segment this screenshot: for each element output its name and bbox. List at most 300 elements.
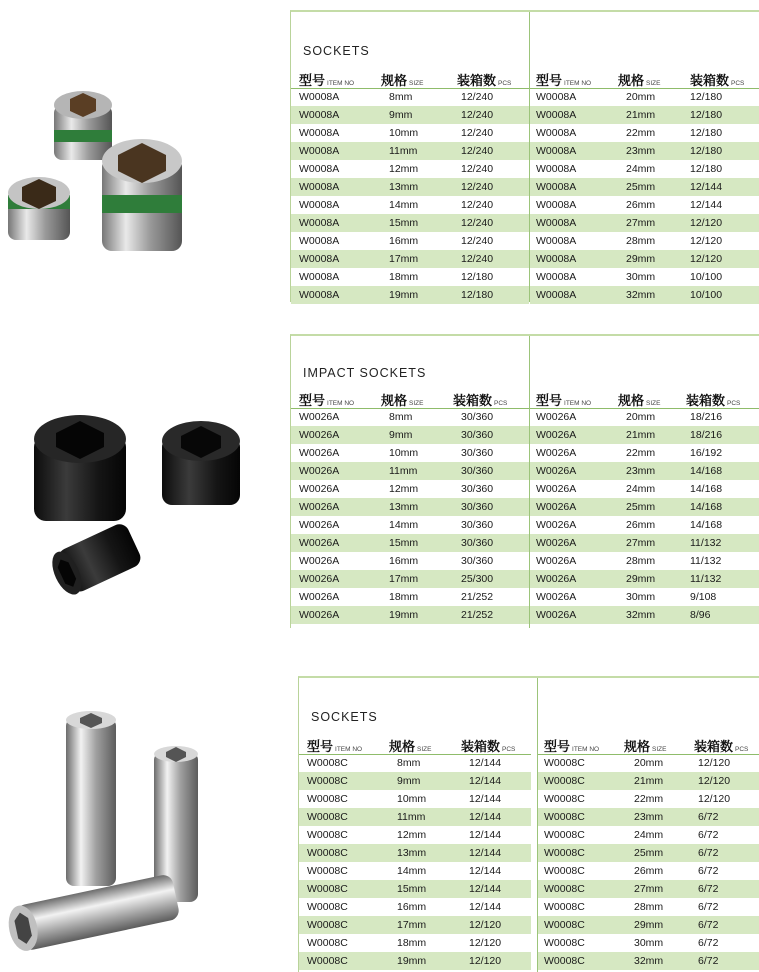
table-row — [299, 808, 531, 826]
pcs-cell: 12/120 — [469, 919, 502, 931]
pcs-cell: 6/72 — [698, 829, 719, 841]
item-number-cell: W0008C — [307, 883, 348, 895]
table-row — [530, 444, 759, 462]
table-row — [299, 862, 531, 880]
size-cell: 22mm — [626, 447, 656, 459]
pcs-cell: 12/180 — [461, 271, 494, 283]
pcs-cell: 14/168 — [690, 501, 723, 513]
item-number-cell: W0008A — [299, 145, 340, 157]
table-row — [530, 606, 759, 624]
size-cell: 22mm — [634, 793, 664, 805]
table-row — [291, 570, 529, 588]
item-number-cell: W0008C — [544, 757, 585, 769]
pcs-cell: 12/240 — [461, 199, 494, 211]
size-cell: 16mm — [397, 901, 427, 913]
item-number-cell: W0008A — [536, 109, 577, 121]
size-cell: 18mm — [397, 937, 427, 949]
item-number-cell: W0008A — [536, 199, 577, 211]
table-row — [291, 106, 529, 124]
size-cell: 16mm — [389, 555, 419, 567]
table-row — [299, 880, 531, 898]
item-number-cell: W0026A — [299, 483, 340, 495]
pcs-cell: 12/144 — [469, 775, 502, 787]
item-number-cell: W0026A — [536, 591, 577, 603]
chrome-sockets-photo — [0, 85, 200, 275]
item-number-cell: W0026A — [299, 411, 340, 423]
table-row — [530, 178, 759, 196]
item-number-cell: W0008A — [536, 91, 577, 103]
size-cell: 25mm — [626, 181, 656, 193]
pcs-cell: 30/360 — [461, 483, 494, 495]
pcs-cell: 12/120 — [690, 253, 723, 265]
size-cell: 15mm — [389, 217, 419, 229]
table-row — [291, 516, 529, 534]
item-number-cell: W0026A — [299, 519, 340, 531]
item-number-cell: W0008C — [307, 775, 348, 787]
pcs-cell: 16/192 — [690, 447, 723, 459]
size-cell: 8mm — [389, 411, 413, 423]
table-row — [299, 754, 531, 772]
size-cell: 8mm — [389, 91, 413, 103]
item-number-cell: W0026A — [536, 483, 577, 495]
table-row — [530, 160, 759, 178]
pcs-cell: 14/168 — [690, 519, 723, 531]
table-row — [291, 426, 529, 444]
size-cell: 15mm — [397, 883, 427, 895]
item-number-cell: W0008A — [299, 127, 340, 139]
pcs-cell: 30/360 — [461, 429, 494, 441]
table-row — [530, 250, 759, 268]
item-number-cell: W0008A — [299, 91, 340, 103]
header-row: 型号 ITEM NO 规格 SIZE 装箱数 PCS — [291, 68, 529, 89]
size-cell: 25mm — [634, 847, 664, 859]
size-cell: 28mm — [626, 555, 656, 567]
table-row — [291, 196, 529, 214]
table-row — [291, 606, 529, 624]
table-row — [530, 552, 759, 570]
size-cell: 9mm — [397, 775, 421, 787]
right-column — [529, 12, 759, 302]
size-cell: 21mm — [626, 429, 656, 441]
pcs-cell: 12/144 — [690, 199, 723, 211]
table-row — [291, 178, 529, 196]
size-cell: 18mm — [389, 591, 419, 603]
table-row — [291, 268, 529, 286]
impact-sockets-table — [290, 334, 759, 628]
size-cell: 32mm — [634, 955, 664, 967]
pcs-cell: 21/252 — [461, 591, 494, 603]
pcs-cell: 30/360 — [461, 411, 494, 423]
item-number-cell: W0008C — [544, 811, 585, 823]
item-number-cell: W0008C — [307, 937, 348, 949]
table-row — [538, 916, 759, 934]
table-row — [530, 106, 759, 124]
pcs-cell: 12/240 — [461, 253, 494, 265]
size-cell: 26mm — [626, 199, 656, 211]
left-column — [291, 336, 529, 628]
pcs-cell: 12/144 — [469, 865, 502, 877]
pcs-cell: 25/300 — [461, 573, 494, 585]
table-row — [530, 268, 759, 286]
size-cell: 29mm — [634, 919, 664, 931]
item-number-cell: W0008A — [299, 199, 340, 211]
pcs-cell: 6/72 — [698, 955, 719, 967]
pcs-cell: 12/120 — [469, 937, 502, 949]
table-row — [291, 588, 529, 606]
size-cell: 32mm — [626, 289, 656, 301]
item-number-cell: W0008C — [544, 883, 585, 895]
size-cell: 25mm — [626, 501, 656, 513]
table-row — [299, 790, 531, 808]
item-number-cell: W0026A — [299, 465, 340, 477]
pcs-cell: 30/360 — [461, 501, 494, 513]
size-cell: 13mm — [389, 501, 419, 513]
size-cell: 27mm — [626, 217, 656, 229]
item-number-cell: W0026A — [299, 501, 340, 513]
header-row: 型号 ITEM NO 规格 SIZE 装箱数 PCS — [530, 68, 759, 89]
size-cell: 13mm — [397, 847, 427, 859]
table-row — [538, 952, 759, 970]
table-row — [530, 516, 759, 534]
pcs-cell: 12/240 — [461, 217, 494, 229]
item-number-cell: W0026A — [536, 429, 577, 441]
pcs-cell: 12/240 — [461, 127, 494, 139]
table-row — [538, 826, 759, 844]
table-row — [530, 88, 759, 106]
table-row — [530, 124, 759, 142]
table-row — [538, 754, 759, 772]
item-number-cell: W0008C — [307, 847, 348, 859]
table-row — [538, 844, 759, 862]
item-number-cell: W0026A — [299, 555, 340, 567]
item-number-cell: W0008A — [299, 253, 340, 265]
pcs-cell: 11/132 — [690, 573, 722, 585]
size-cell: 14mm — [389, 199, 419, 211]
size-cell: 9mm — [389, 109, 413, 121]
pcs-cell: 12/144 — [469, 883, 502, 895]
table-row — [291, 498, 529, 516]
left-column — [299, 678, 531, 972]
pcs-cell: 11/132 — [690, 555, 722, 567]
header-row: 型号 ITEM NO 规格 SIZE 装箱数 PCS — [291, 388, 529, 409]
item-number-cell: W0008C — [544, 775, 585, 787]
header-row: 型号 ITEM NO 规格 SIZE 装箱数 PCS — [530, 388, 759, 409]
item-number-cell: W0026A — [299, 573, 340, 585]
pcs-cell: 12/180 — [461, 289, 494, 301]
size-cell: 19mm — [397, 955, 427, 967]
item-number-cell: W0008A — [299, 109, 340, 121]
item-number-cell: W0008C — [544, 937, 585, 949]
item-number-cell: W0026A — [299, 447, 340, 459]
size-cell: 10mm — [389, 127, 419, 139]
pcs-cell: 12/144 — [469, 829, 502, 841]
size-cell: 9mm — [389, 429, 413, 441]
header-row: 型号 ITEM NO 规格 SIZE 装箱数 PCS — [538, 734, 759, 755]
pcs-cell: 12/144 — [469, 793, 502, 805]
header-row: 型号 ITEM NO 规格 SIZE 装箱数 PCS — [299, 734, 531, 755]
table-row — [530, 462, 759, 480]
table-row — [299, 952, 531, 970]
item-number-cell: W0008A — [536, 289, 577, 301]
pcs-cell: 12/180 — [690, 127, 723, 139]
size-cell: 12mm — [397, 829, 427, 841]
pcs-cell: 21/252 — [461, 609, 494, 621]
size-cell: 11mm — [397, 811, 426, 823]
size-cell: 24mm — [634, 829, 664, 841]
size-cell: 18mm — [389, 271, 419, 283]
table-title: SOCKETS — [303, 44, 370, 58]
table-row — [538, 808, 759, 826]
pcs-cell: 12/144 — [690, 181, 723, 193]
table-row — [538, 772, 759, 790]
item-number-cell: W0026A — [299, 429, 340, 441]
size-cell: 11mm — [389, 465, 418, 477]
table-row — [530, 408, 759, 426]
item-number-cell: W0008C — [544, 829, 585, 841]
table-row — [299, 826, 531, 844]
table-row — [538, 880, 759, 898]
item-number-cell: W0008A — [299, 271, 340, 283]
size-cell: 28mm — [634, 901, 664, 913]
deep-sockets-photo — [0, 710, 220, 960]
size-cell: 17mm — [389, 253, 419, 265]
item-number-cell: W0008C — [307, 901, 348, 913]
table-row — [291, 534, 529, 552]
size-cell: 26mm — [626, 519, 656, 531]
pcs-cell: 12/240 — [461, 91, 494, 103]
item-number-cell: W0008A — [536, 253, 577, 265]
size-cell: 20mm — [626, 411, 656, 423]
size-cell: 10mm — [397, 793, 427, 805]
left-column — [291, 12, 529, 302]
size-cell: 14mm — [389, 519, 419, 531]
size-cell: 23mm — [634, 811, 664, 823]
table-row — [291, 214, 529, 232]
pcs-cell: 30/360 — [461, 447, 494, 459]
item-number-cell: W0026A — [299, 609, 340, 621]
item-number-cell: W0008A — [536, 181, 577, 193]
pcs-cell: 6/72 — [698, 811, 719, 823]
size-cell: 24mm — [626, 163, 656, 175]
size-cell: 10mm — [389, 447, 419, 459]
size-cell: 13mm — [389, 181, 419, 193]
item-number-cell: W0008A — [536, 217, 577, 229]
table-row — [291, 142, 529, 160]
pcs-cell: 6/72 — [698, 883, 719, 895]
pcs-cell: 12/240 — [461, 163, 494, 175]
table-row — [299, 772, 531, 790]
table-row — [291, 250, 529, 268]
item-number-cell: W0026A — [536, 465, 577, 477]
size-cell: 29mm — [626, 573, 656, 585]
table-row — [291, 160, 529, 178]
pcs-cell: 10/100 — [690, 271, 723, 283]
size-cell: 17mm — [389, 573, 419, 585]
item-number-cell: W0008C — [307, 757, 348, 769]
table-row — [299, 898, 531, 916]
table-row — [530, 196, 759, 214]
item-number-cell: W0008A — [299, 217, 340, 229]
table-row — [291, 408, 529, 426]
table-title: IMPACT SOCKETS — [303, 366, 427, 380]
pcs-cell: 11/132 — [690, 537, 722, 549]
size-cell: 30mm — [626, 271, 656, 283]
table-row — [538, 790, 759, 808]
pcs-cell: 12/120 — [690, 217, 723, 229]
pcs-cell: 12/120 — [698, 757, 731, 769]
item-number-cell: W0026A — [299, 591, 340, 603]
item-number-cell: W0008C — [307, 793, 348, 805]
pcs-cell: 12/180 — [690, 163, 723, 175]
table-row — [530, 142, 759, 160]
size-cell: 20mm — [634, 757, 664, 769]
table-row — [291, 480, 529, 498]
pcs-cell: 12/180 — [690, 91, 723, 103]
item-number-cell: W0008C — [544, 847, 585, 859]
size-cell: 27mm — [626, 537, 656, 549]
pcs-cell: 30/360 — [461, 519, 494, 531]
size-cell: 22mm — [626, 127, 656, 139]
item-number-cell: W0008A — [299, 235, 340, 247]
impact-sockets-section — [0, 330, 759, 630]
size-cell: 17mm — [397, 919, 427, 931]
item-number-cell: W0008C — [544, 793, 585, 805]
pcs-cell: 12/240 — [461, 181, 494, 193]
size-cell: 11mm — [389, 145, 418, 157]
pcs-cell: 30/360 — [461, 465, 494, 477]
table-row — [291, 462, 529, 480]
pcs-cell: 12/180 — [690, 109, 723, 121]
pcs-cell: 30/360 — [461, 537, 494, 549]
item-number-cell: W0008A — [299, 289, 340, 301]
size-cell: 29mm — [626, 253, 656, 265]
pcs-cell: 6/72 — [698, 901, 719, 913]
item-number-cell: W0008C — [307, 865, 348, 877]
table-row — [291, 232, 529, 250]
size-cell: 12mm — [389, 483, 419, 495]
table-row — [530, 214, 759, 232]
item-number-cell: W0026A — [299, 537, 340, 549]
table-row — [299, 844, 531, 862]
right-column — [529, 336, 759, 628]
table-row — [530, 498, 759, 516]
pcs-cell: 6/72 — [698, 865, 719, 877]
item-number-cell: W0008C — [544, 865, 585, 877]
table-row — [291, 552, 529, 570]
table-title: SOCKETS — [311, 710, 378, 724]
pcs-cell: 8/96 — [690, 609, 711, 621]
pcs-cell: 14/168 — [690, 483, 723, 495]
size-cell: 23mm — [626, 465, 656, 477]
table-row — [291, 124, 529, 142]
pcs-cell: 18/216 — [690, 429, 723, 441]
table-row — [530, 232, 759, 250]
table-row — [291, 88, 529, 106]
size-cell: 8mm — [397, 757, 421, 769]
size-cell: 24mm — [626, 483, 656, 495]
size-cell: 26mm — [634, 865, 664, 877]
pcs-cell: 6/72 — [698, 847, 719, 859]
size-cell: 21mm — [634, 775, 664, 787]
size-cell: 19mm — [389, 609, 419, 621]
pcs-cell: 12/240 — [461, 109, 494, 121]
item-number-cell: W0008A — [536, 127, 577, 139]
table-row — [530, 286, 759, 304]
pcs-cell: 30/360 — [461, 555, 494, 567]
pcs-cell: 12/120 — [698, 775, 731, 787]
item-number-cell: W0026A — [536, 573, 577, 585]
size-cell: 21mm — [626, 109, 656, 121]
pcs-cell: 12/120 — [690, 235, 723, 247]
table-row — [530, 570, 759, 588]
deep-sockets-section — [0, 670, 759, 970]
impact-sockets-photo — [20, 415, 260, 605]
pcs-cell: 12/240 — [461, 235, 494, 247]
sockets-section-1 — [0, 0, 759, 310]
item-number-cell: W0008A — [536, 163, 577, 175]
item-number-cell: W0008A — [536, 271, 577, 283]
size-cell: 28mm — [626, 235, 656, 247]
pcs-cell: 6/72 — [698, 937, 719, 949]
table-row — [538, 862, 759, 880]
table-row — [530, 588, 759, 606]
item-number-cell: W0008A — [536, 235, 577, 247]
item-number-cell: W0026A — [536, 537, 577, 549]
table-row — [530, 534, 759, 552]
pcs-cell: 10/100 — [690, 289, 723, 301]
item-number-cell: W0008C — [544, 955, 585, 967]
table-row — [299, 934, 531, 952]
pcs-cell: 12/240 — [461, 145, 494, 157]
item-number-cell: W0008A — [299, 181, 340, 193]
sockets-table-3 — [298, 676, 759, 972]
right-column — [537, 678, 759, 972]
pcs-cell: 6/72 — [698, 919, 719, 931]
table-row — [291, 286, 529, 304]
item-number-cell: W0008A — [299, 163, 340, 175]
size-cell: 12mm — [389, 163, 419, 175]
pcs-cell: 12/120 — [698, 793, 731, 805]
pcs-cell: 18/216 — [690, 411, 723, 423]
item-number-cell: W0008C — [307, 919, 348, 931]
item-number-cell: W0026A — [536, 501, 577, 513]
size-cell: 16mm — [389, 235, 419, 247]
size-cell: 14mm — [397, 865, 427, 877]
size-cell: 32mm — [626, 609, 656, 621]
item-number-cell: W0008A — [536, 145, 577, 157]
pcs-cell: 9/108 — [690, 591, 717, 603]
item-number-cell: W0008C — [544, 901, 585, 913]
pcs-cell: 12/180 — [690, 145, 723, 157]
table-row — [299, 916, 531, 934]
item-number-cell: W0026A — [536, 447, 577, 459]
size-cell: 15mm — [389, 537, 419, 549]
item-number-cell: W0008C — [307, 811, 348, 823]
pcs-cell: 12/120 — [469, 955, 502, 967]
item-number-cell: W0008C — [307, 829, 348, 841]
table-row — [530, 426, 759, 444]
size-cell: 30mm — [634, 937, 664, 949]
size-cell: 23mm — [626, 145, 656, 157]
table-row — [538, 934, 759, 952]
pcs-cell: 14/168 — [690, 465, 723, 477]
size-cell: 19mm — [389, 289, 419, 301]
pcs-cell: 12/144 — [469, 757, 502, 769]
item-number-cell: W0026A — [536, 609, 577, 621]
size-cell: 27mm — [634, 883, 664, 895]
item-number-cell: W0026A — [536, 555, 577, 567]
item-number-cell: W0026A — [536, 411, 577, 423]
